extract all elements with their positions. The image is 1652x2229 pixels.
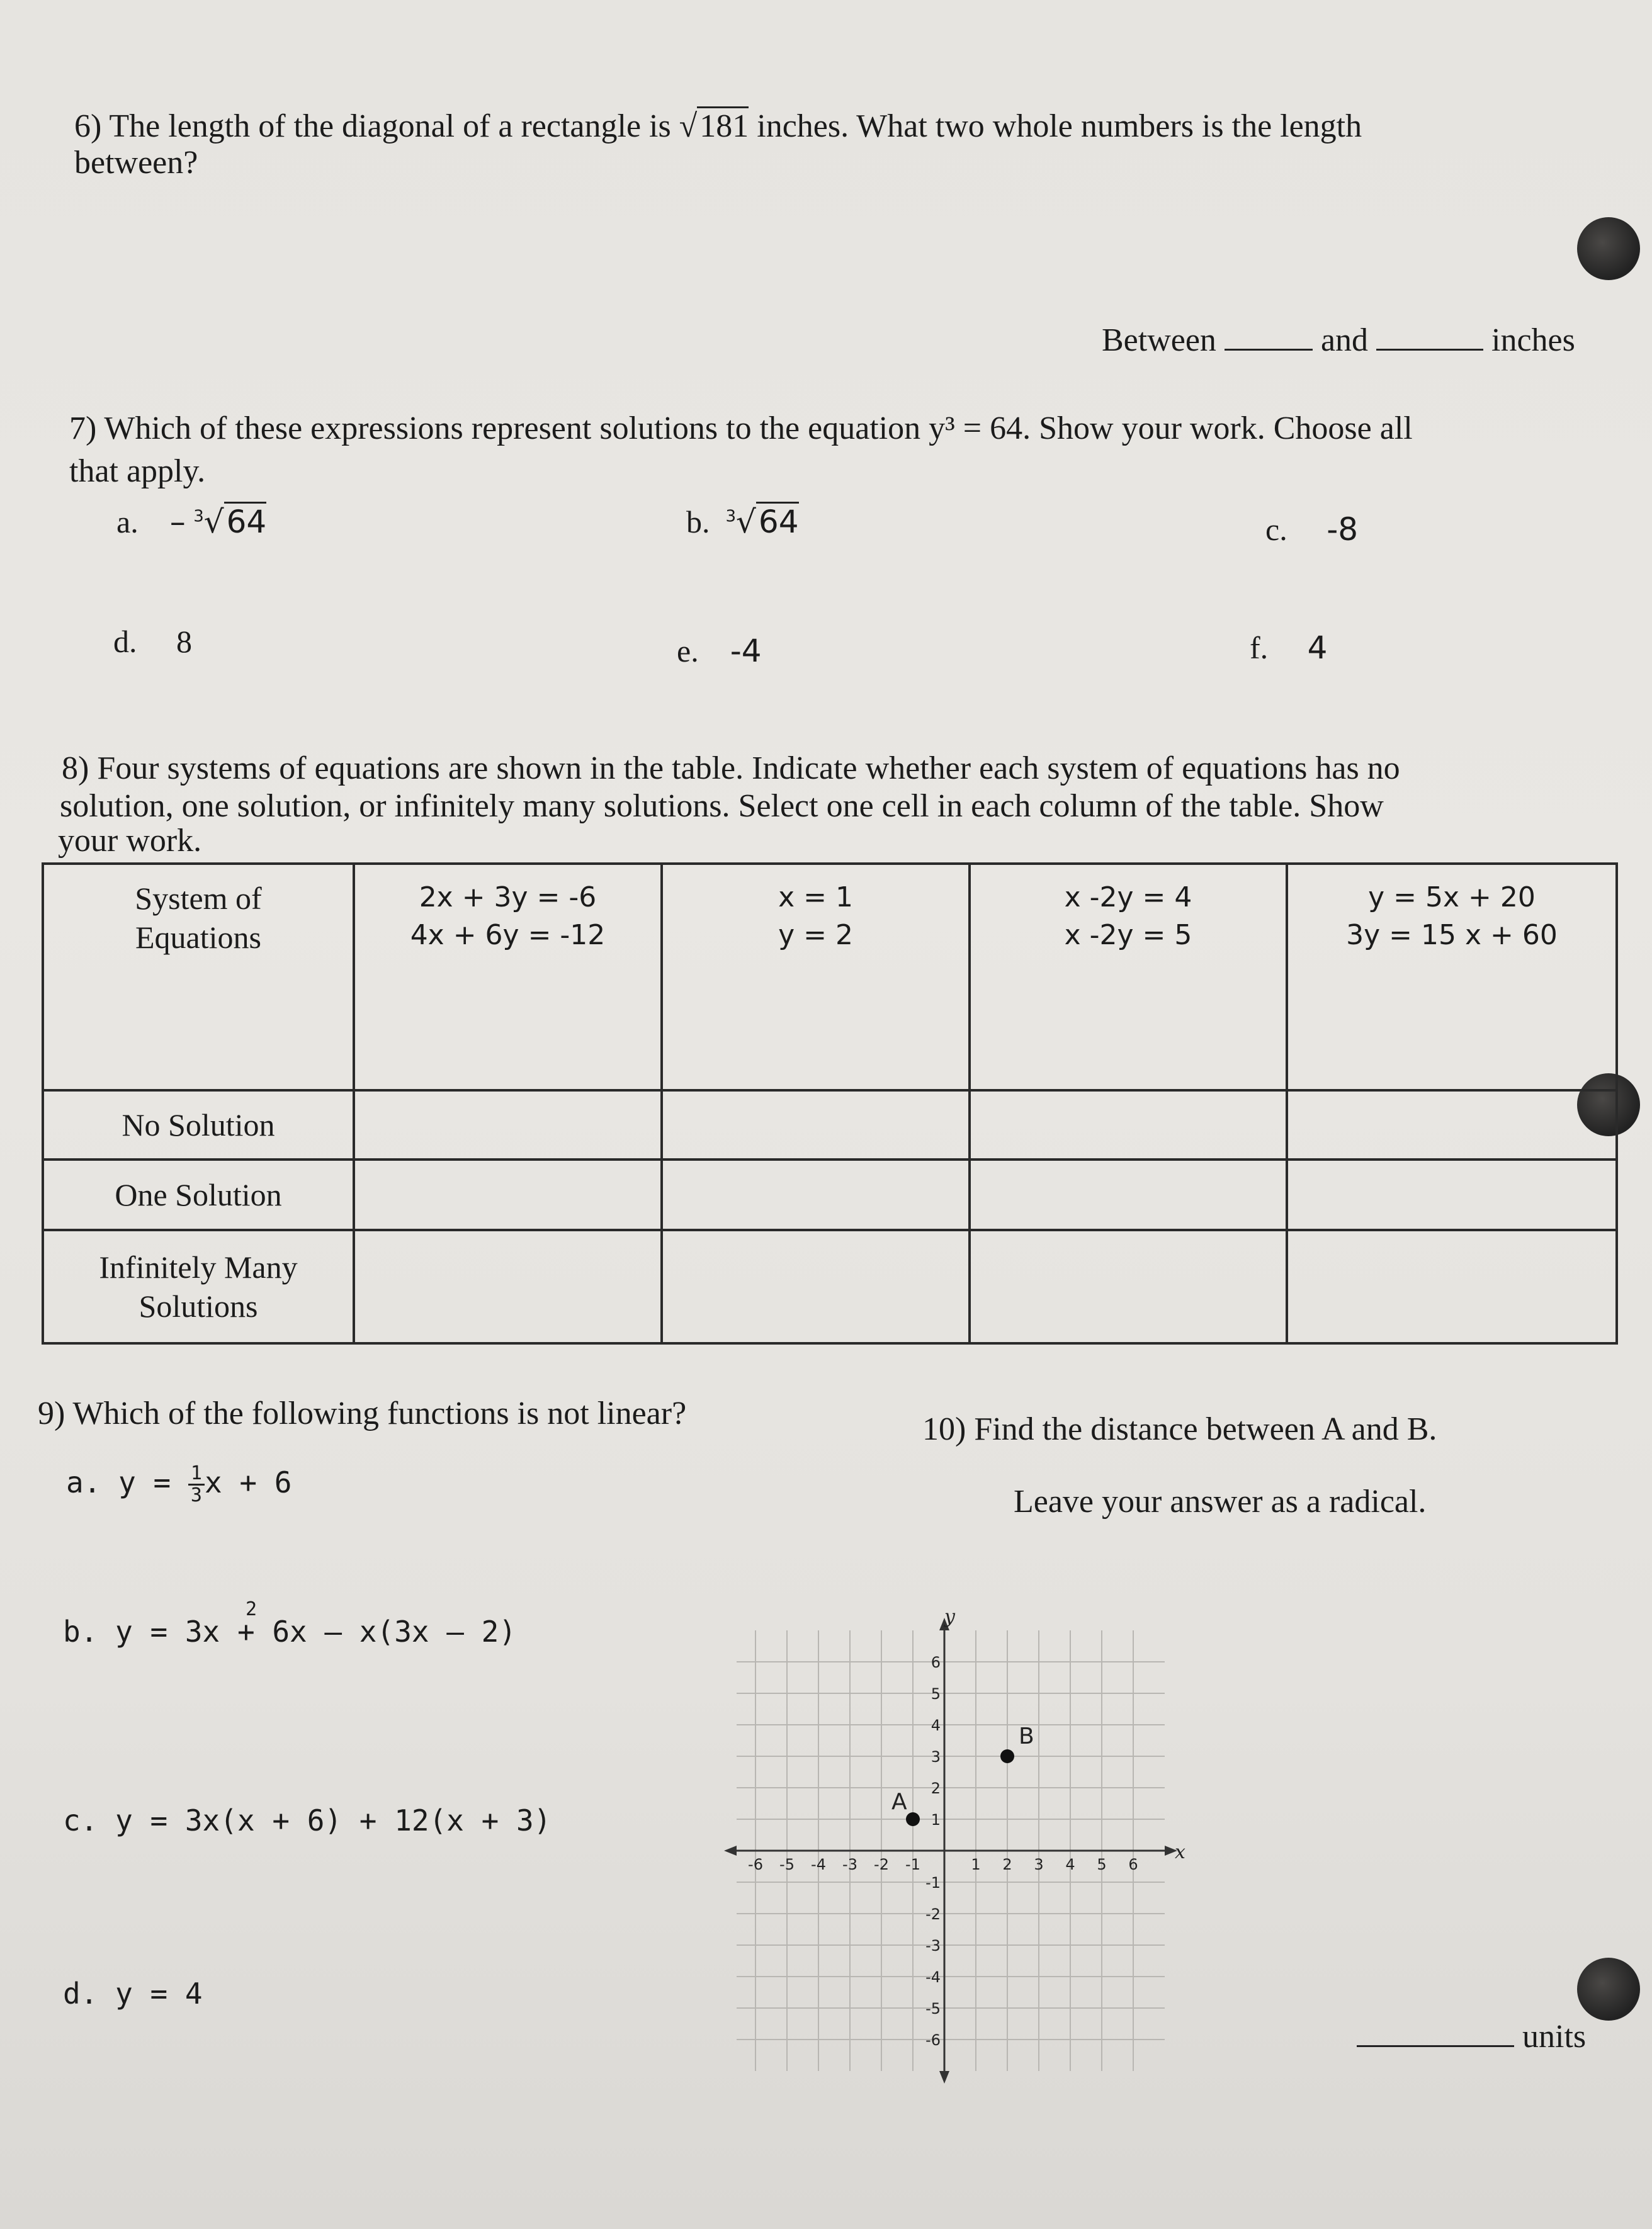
x-tick-label: 1 [971,1856,981,1873]
q7-option-f-letter: f. [1250,630,1269,665]
q9-option-b-exponent: 2 [246,1598,257,1620]
q9-option-a-post: x + 6 [204,1465,292,1499]
q9-option-a[interactable] [66,1464,291,1506]
q7-option-a-radical: $^3$√64 [193,504,266,540]
q6-answer-blank-2[interactable] [1376,349,1483,351]
x-tick-label: -1 [905,1856,920,1873]
q10-units-label: units [1522,2019,1587,2055]
q7-line1: 7) Which of these expressions represent solutions to the equation y³ = 64. Show your work. Choose all [69,410,1413,446]
q7-option-f[interactable] [1250,629,1327,666]
cell-no-solution-4[interactable] [1287,1090,1617,1160]
y-tick-label: 2 [931,1780,941,1797]
q7-option-e[interactable] [677,633,762,669]
systems-header-label [43,864,354,1090]
row-label-no-solution: No Solution [43,1090,354,1160]
system-3-eq-2: x -2y = 5 [1064,919,1192,951]
q7-option-e-letter: e. [677,633,699,669]
row-no-solution [43,1090,1617,1160]
q8-line2: solution, one solution, or infinitely many solutions. Select one cell in each column of the table. Show [60,788,1384,824]
q9-option-b[interactable] [63,1598,517,1649]
x-tick-label: 3 [1034,1856,1044,1873]
q6-radical: √181 [679,107,749,146]
q9-option-a-fraction [188,1464,205,1506]
system-4-eq-2: 3y = 15 x + 60 [1346,919,1558,951]
q7-option-a-letter: a. [116,504,139,539]
q7-option-c-letter: c. [1265,512,1287,547]
cell-infinite-2[interactable] [662,1230,970,1343]
x-tick-label: -5 [779,1856,795,1873]
y-axis-label: y [944,1606,955,1628]
point-a-label: A [891,1789,907,1815]
q7-option-e-value: -4 [730,633,762,669]
y-tick-label: -3 [925,1937,941,1955]
cell-one-solution-4[interactable] [1287,1160,1617,1230]
cell-no-solution-2[interactable] [662,1090,970,1160]
row-label-one-solution: One Solution [43,1160,354,1230]
coordinate-grid [730,1606,1185,2090]
system-2-eq-1: x = 1 [778,881,853,913]
x-tick-label: 6 [1128,1856,1138,1873]
x-tick-label: 4 [1065,1856,1075,1873]
y-tick-label: -1 [925,1874,941,1892]
cell-no-solution-3[interactable] [970,1090,1287,1160]
grid-axes [724,1618,1177,2084]
q7-option-b-radicand: 64 [756,502,799,540]
q7-option-a-radicand: 64 [224,502,267,540]
row-one-solution [43,1160,1617,1230]
q9-title: 9) Which of the following functions is not linear? [38,1396,687,1431]
systems-table [42,862,1618,1345]
x-tick-label: -6 [748,1856,763,1873]
system-1-eq-2: 4x + 6y = -12 [410,919,606,951]
q8-line1: 8) Four systems of equations are shown in the table. Indicate whether each system of equations has no [62,750,1400,786]
q7-option-d[interactable] [113,623,192,660]
y-tick-label: -2 [925,1905,941,1923]
point-a [891,1789,920,1826]
cell-infinite-3[interactable] [970,1230,1287,1343]
x-tick-label: -2 [874,1856,889,1873]
q6-inches-label: inches [1491,322,1575,358]
systems-header-label-1: System of [135,881,262,916]
y-tick-label: 6 [931,1654,941,1671]
point-b-dot [1000,1749,1014,1763]
point-b [1000,1724,1034,1763]
point-a-dot [906,1812,920,1826]
q6-line1 [74,107,1362,146]
x-tick-label: -3 [842,1856,857,1873]
binder-hole-bottom [1577,1958,1640,2021]
q6-text-post: inches. What two whole numbers is the length [757,108,1362,144]
system-4-eq-1: y = 5x + 20 [1368,881,1536,913]
system-3 [970,864,1287,1090]
x-tick-label: 2 [1002,1856,1012,1873]
systems-header-label-2: Equations [135,920,261,955]
system-1-eq-1: 2x + 3y = -6 [419,881,597,913]
q9-option-b-text: b. y = 3x + 6x – x(3x – 2) [63,1615,517,1649]
y-tick-label: 1 [931,1811,941,1829]
q7-option-a-index: 3 [193,507,204,526]
cell-one-solution-3[interactable] [970,1160,1287,1230]
systems-header-row [43,864,1617,1090]
q6-answer-blank-1[interactable] [1225,349,1313,351]
q6-line2: between? [74,145,198,181]
q7-option-b-letter: b. [686,504,710,539]
x-axis-label: x [1175,1841,1185,1863]
q7-option-d-letter: d. [113,624,137,659]
q6-between-label: Between [1102,322,1216,358]
q6-answer-line [1102,321,1575,360]
q7-line2: that apply. [69,453,206,489]
q6-text-pre: 6) The length of the diagonal of a rectangle is [74,108,671,144]
cell-one-solution-2[interactable] [662,1160,970,1230]
q7-option-b[interactable] [686,504,799,540]
q9-option-c[interactable]: c. y = 3x(x + 6) + 12(x + 3) [63,1803,552,1837]
row-label-infinite-solutions: Infinitely Many Solutions [43,1230,354,1343]
q10-subtitle: Leave your answer as a radical. [1014,1484,1427,1520]
cell-infinite-4[interactable] [1287,1230,1617,1343]
y-tick-label: 3 [931,1748,941,1766]
q7-option-f-value: 4 [1307,629,1328,666]
q7-option-a-sign: – [169,504,186,540]
system-2-eq-2: y = 2 [778,919,853,951]
y-axis-arrow-down [939,2071,949,2084]
q8-line3: your work. [58,823,202,859]
y-tick-label: -6 [925,2031,941,2049]
y-tick-label: -4 [925,1968,941,1986]
q9-option-d[interactable]: d. y = 4 [63,1977,203,2011]
q9-option-a-den: 3 [190,1484,202,1506]
q7-option-d-value: 8 [176,624,192,659]
row-infinite-solutions [43,1230,1617,1343]
q9-option-a-pre: a. y = [66,1465,188,1499]
q7-option-b-index: 3 [725,507,737,526]
q7-option-c-value: -8 [1327,511,1359,548]
cell-one-solution-1[interactable] [354,1160,662,1230]
y-tick-label: 4 [931,1717,941,1734]
system-3-eq-1: x -2y = 4 [1064,881,1192,913]
x-tick-label: -4 [811,1856,826,1873]
q9-option-a-num: 1 [188,1464,205,1486]
y-tick-label: 5 [931,1685,941,1703]
q7-option-b-radical: $^3$√64 [726,504,799,540]
binder-hole-top [1577,217,1640,280]
q7-option-c[interactable] [1265,511,1358,548]
q10-title: 10) Find the distance between A and B. [922,1411,1437,1447]
x-tick-label: 5 [1097,1856,1107,1873]
point-b-label: B [1019,1724,1034,1749]
q10-answer-blank[interactable] [1357,2045,1514,2047]
cell-infinite-1[interactable] [354,1230,662,1343]
q7-option-a[interactable] [116,504,266,540]
q10-answer-line [1357,2017,1586,2057]
system-4 [1287,864,1617,1090]
q6-radicand: 181 [697,106,749,144]
system-1 [354,864,662,1090]
q6-and-label: and [1320,322,1369,358]
y-tick-label: -5 [925,2000,941,2017]
cell-no-solution-1[interactable] [354,1090,662,1160]
system-2 [662,864,970,1090]
